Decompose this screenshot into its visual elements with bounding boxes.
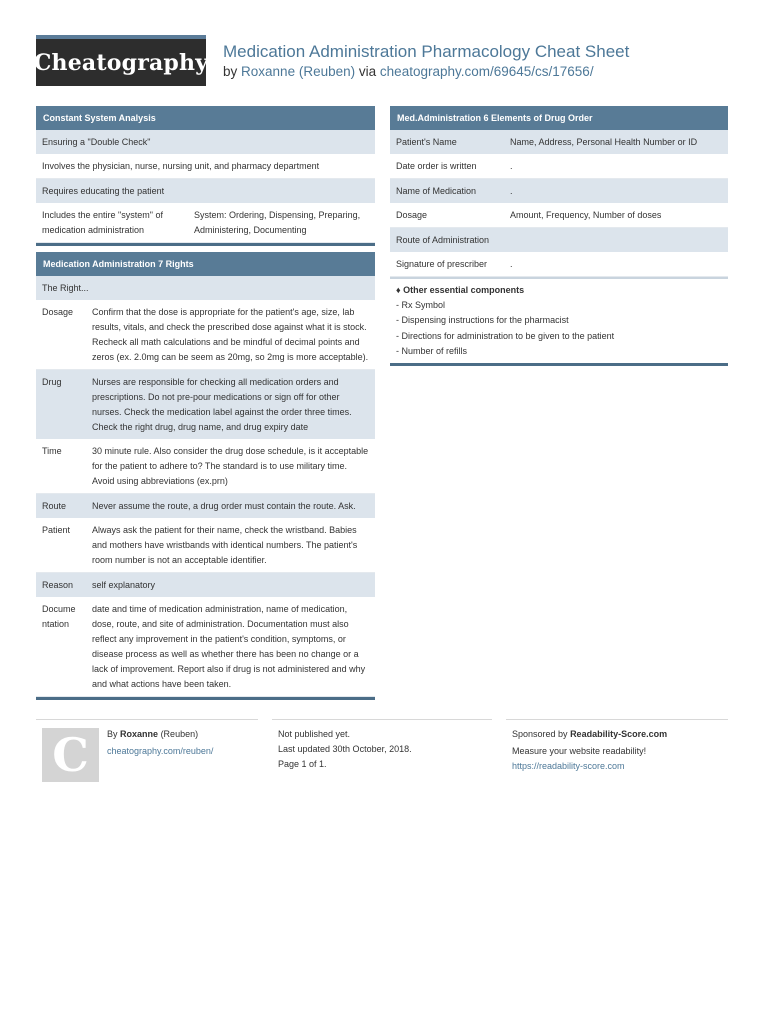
sponsor-url[interactable]: https://readability-score.com <box>512 761 625 771</box>
sponsor-name[interactable]: Readability-Score.com <box>570 729 668 739</box>
table-row <box>390 154 728 179</box>
row-key: Dosage <box>36 300 86 370</box>
footer-by: By <box>107 729 118 739</box>
author-name: Roxanne <box>241 64 296 79</box>
row-key: Name of Medication <box>390 179 504 204</box>
table-row <box>36 276 375 300</box>
footer-author-url[interactable]: cheatography.com/reuben/ <box>107 746 214 756</box>
seven-rights-panel <box>36 252 375 700</box>
panel-title: Medication Administration 7 Rights <box>36 252 375 276</box>
footer-status-column <box>272 719 492 790</box>
list-item: - Rx Symbol <box>396 300 446 311</box>
table-cell: System: Ordering, Dispensing, Preparing, Administering, Documenting <box>188 203 375 243</box>
constant-system-panel <box>36 106 375 246</box>
row-key: Patient's Name <box>390 130 504 154</box>
row-key: Date order is written <box>390 154 504 179</box>
row-value: Always ask the patient for their name, check the wristband. Babies and mothers have wristbands with identical numbers. The patient's room number is not an acceptable identifier. <box>86 518 375 573</box>
table-row <box>36 203 375 243</box>
table-row <box>36 573 375 598</box>
row-key: Patient <box>36 518 86 573</box>
table-row <box>390 252 728 277</box>
table-row <box>36 300 375 370</box>
table-cell: Involves the physician, nurse, nursing unit, and pharmacy department <box>36 154 375 179</box>
row-key: Documentation <box>36 597 86 697</box>
row-key: Reason <box>36 573 86 598</box>
table-row <box>36 518 375 573</box>
table-row <box>36 179 375 204</box>
byline-by: by <box>223 64 238 79</box>
six-elements-panel <box>390 106 728 366</box>
row-value: Amount, Frequency, Number of doses <box>504 203 728 228</box>
footer-sponsor-column <box>506 719 728 790</box>
page-footer <box>36 719 728 789</box>
footer-byline <box>107 727 198 742</box>
table-row <box>36 130 375 154</box>
table-row <box>390 228 728 253</box>
row-value: Name, Address, Personal Health Number or ID <box>504 130 728 154</box>
row-value: . <box>504 154 728 179</box>
row-value <box>504 228 728 253</box>
row-value: 30 minute rule. Also consider the drug dose schedule, is it acceptable for the patient to adhere to? The standard is to use military time. Avoid using abbreviations (ex.prn) <box>86 439 375 494</box>
row-key: Signature of prescriber <box>390 252 504 277</box>
cheatography-c-icon <box>42 728 99 782</box>
row-key: Route <box>36 494 86 519</box>
table-cell: The Right... <box>36 276 375 300</box>
table-cell: Requires educating the patient <box>36 179 375 204</box>
essential-heading: ♦ Other essential components <box>396 285 525 295</box>
author-link[interactable] <box>241 64 355 79</box>
table-row <box>390 179 728 204</box>
sheet-url-link[interactable]: cheatography.com/69645/cs/17656/ <box>379 64 594 79</box>
six-elements-table <box>390 130 728 277</box>
row-value: date and time of medication administration, name of medication, dose, route, and site of administration. Documentation must also reflect any improvement in the patient's condition, symptoms, or disease process as well as whether there has been no change or a lack of improvement. Report also if drug is not administered and why and what actions have been taken. <box>86 597 375 697</box>
panel-title: Constant System Analysis <box>36 106 375 130</box>
table-row <box>36 597 375 697</box>
list-item: - Number of refills <box>396 345 468 356</box>
table-cell: Ensuring a "Double Check" <box>36 130 375 154</box>
table-row <box>36 494 375 519</box>
logo-text: Cheatography <box>33 49 209 76</box>
table-row <box>36 439 375 494</box>
cheatography-logo[interactable] <box>33 35 209 86</box>
page-title: Medication Administration Pharmacology Cheat Sheet <box>223 42 630 61</box>
list-item: - Directions for administration to be given to the patient <box>396 330 615 341</box>
footer-author[interactable]: Roxanne <box>120 729 159 739</box>
byline <box>223 64 594 79</box>
footer-author-column <box>36 719 258 790</box>
row-key: Route of Administration <box>390 228 504 253</box>
published-status: Not published yet. <box>278 729 351 739</box>
last-updated: Last updated 30th October, 2018. <box>278 744 412 754</box>
row-key: Dosage <box>390 203 504 228</box>
table-row <box>36 370 375 440</box>
constant-system-table <box>36 130 375 243</box>
row-value: . <box>504 179 728 204</box>
page-number: Page 1 of 1. <box>278 759 327 769</box>
sponsored-by: Sponsored by <box>512 729 568 739</box>
row-value: . <box>504 252 728 277</box>
seven-rights-table <box>36 276 375 697</box>
table-cell: Includes the entire "system" of medication administration <box>36 203 188 243</box>
table-row <box>36 154 375 179</box>
row-key: Drug <box>36 370 86 440</box>
sponsor-tagline: Measure your website readability! <box>512 746 647 756</box>
c-letter: C <box>52 727 89 782</box>
sponsor-line <box>512 727 667 742</box>
author-handle: (Reuben) <box>298 64 356 79</box>
row-value: Confirm that the dose is appropriate for the patient's age, size, lab results, vitals, and check the prescribed dose against what it is stock. Recheck all math calculations and be mindful of decimal points and zeros (ex. 2.0mg can be seem as 20mg, so 2mg is more acceptable). <box>86 300 375 370</box>
row-value: Never assume the route, a drug order must contain the route. Ask. <box>86 494 375 519</box>
row-value: Nurses are responsible for checking all medication orders and prescriptions. Do not pre-pour medications or sign off for other nurses. Check the medication label against the order three times. Check the right drug, drug name, and drug expiry date <box>86 370 375 440</box>
row-value: self explanatory <box>86 573 375 598</box>
list-item: - Dispensing instructions for the pharmacist <box>396 315 569 326</box>
table-row <box>390 203 728 228</box>
table-row <box>390 130 728 154</box>
essential-components <box>390 277 728 363</box>
footer-handle: (Reuben) <box>160 729 199 739</box>
byline-via: via <box>358 64 377 79</box>
panel-title: Med.Administration 6 Elements of Drug Order <box>390 106 728 130</box>
row-key: Time <box>36 439 86 494</box>
